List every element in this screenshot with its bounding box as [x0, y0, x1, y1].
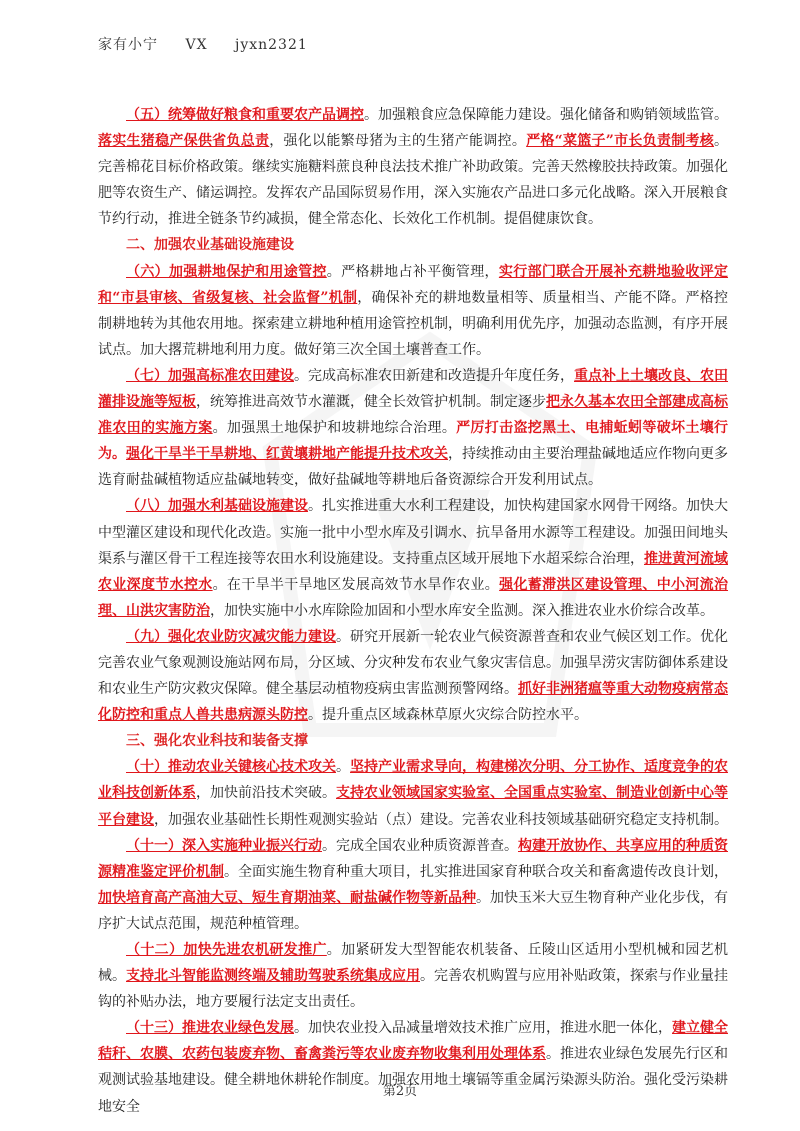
paragraph	[98, 493, 728, 623]
body-text: 三、强化农业科技和装备支撑	[126, 733, 308, 750]
emphasis-text: 严厉打击盗挖黑土、电捕蚯蚓等破坏土壤行为。	[98, 420, 729, 463]
emphasis-text: 坚持产业需求导向，构建梯次分明、分工协作、适度竞争的农业科技创新体系	[98, 759, 728, 802]
section-heading	[98, 728, 728, 754]
emphasis-text: （十）推动农业关键核心技术攻关	[126, 759, 336, 776]
body-text: 。严格耕地占补平衡管理，	[326, 263, 499, 280]
emphasis-text: 强化蓄滞洪区建设管理、中小河流治理、山洪灾害防治	[98, 576, 729, 619]
emphasis-text: （十二）加快先进农机研发推广	[126, 942, 327, 958]
section-heading	[98, 232, 728, 258]
body-text: ，统筹推进高效节水灌溉，健全长效管护机制。制定逐步	[196, 394, 546, 411]
emphasis-text: （五）统筹做好粮食和重要农产品调控	[126, 107, 364, 123]
body-text: ，加强农业基础性长期性观测实验站（点）建设。完善农业科技领域基础研究稳定支持机制。	[154, 811, 728, 828]
paragraph	[98, 937, 728, 1015]
body-text: ，强化以能繁母猪为主的生猪产能调控。	[269, 133, 527, 150]
emphasis-text: 支持农业领域国家实验室、全国重点实验室、制造业创新中心等平台建设	[98, 785, 728, 828]
body-text: 。在干旱半干旱地区发展高效节水旱作农业。	[212, 576, 500, 593]
paragraph	[98, 1015, 728, 1119]
emphasis-text: 落实生猪稳产保供省负总责	[98, 133, 270, 150]
body-text: 。推进农业绿色发展先行区和观测试验基地建设。健全耕地休耕轮作制度。加强农用地土壤镉等重金属污染源头防治。强化受污染耕地安全	[98, 1046, 728, 1115]
body-text: ，持续推动由主要治理盐碱地适应作物向更多选育耐盐碱植物适应盐碱地转变，做好盐碱地等耕地后备资源综合开发利用试点。	[98, 446, 728, 489]
body-text: 二、加强农业基础设施建设	[126, 237, 294, 254]
body-text: 。加强黑土地保护和坡耕地综合治理。	[212, 420, 457, 437]
emphasis-text: （十三）推进农业绿色发展	[126, 1020, 294, 1037]
body-text: 。完成高标准农田新建和改造提升年度任务，	[294, 367, 574, 384]
body-text: 。加快玉米大豆生物育种产业化步伐，有序扩大试点范围，规范种植管理。	[98, 889, 728, 932]
emphasis-text: 加快培育高产高油大豆、短生育期油菜、耐盐碱作物等新品种	[98, 889, 476, 906]
body-text: ，确保补充的耕地数量相等、质量相当、产能不降。严格控制耕地转为其他农用地。探索建立耕地种植用途管控机制，明确利用优先序，加强动态监测，有序开展试点。加大撂荒耕地利用力度。做好第三次全国土壤普查工作。	[98, 289, 729, 358]
body-text: 。完成全国农业种质资源普查。	[322, 837, 518, 854]
header-id: jyxn2321	[234, 37, 308, 53]
emphasis-text: 构建开放协作、共享应用的种质资源精准鉴定评价机制	[98, 837, 728, 880]
body-text: ，加快前沿技术突破。	[196, 785, 336, 802]
paragraph	[98, 259, 728, 363]
emphasis-text: 推进黄河流域农业深度节水控水	[98, 550, 728, 593]
document-body	[98, 102, 728, 1120]
body-text: 。	[336, 759, 350, 776]
body-text: 。加紧研发大型智能农机装备、丘陵山区适用小型机械和园艺机械。	[98, 942, 728, 985]
body-text: 。扎实推进重大水利工程建设，加快构建国家水网骨干网络。加快大中型灌区建设和现代化改造。实施一批中小型水库及引调水、抗旱备用水源等工程建设。加强田间地头渠系与灌区骨干工程连接等农田水利设施建设。支持重点区域开展地下水超采综合治理，	[98, 498, 728, 567]
paragraph	[98, 754, 728, 832]
body-text: 。全面实施生物育种重大项目，扎实推进国家育种联合攻关和畜禽遗传改良计划，	[224, 863, 728, 880]
emphasis-text: 强化干旱半干旱耕地、红黄壤耕地产能提升技术攻关	[126, 446, 448, 463]
emphasis-text: 建立健全秸秆、农膜、农药包装废弃物、畜禽粪污等农业废弃物收集利用处理体系	[98, 1020, 728, 1063]
emphasis-text: 严格“菜篮子”市长负责制考核	[526, 133, 715, 150]
body-text: ，加快实施中小水库除险加固和小型水库安全监测。深入推进农业水价综合改革。	[210, 602, 714, 619]
body-text: 。研究开展新一轮农业气候资源普查和农业气候区划工作。优化完善农业气象观测设施站网布局，分区域、分灾种发布农业气象灾害信息。加强旱涝灾害防御体系建设和农业生产防灾救灾保障。健全基层动植物疫病虫害监测预警网络。	[98, 628, 728, 698]
emphasis-text: 重点补上土壤改良、农田灌排设施等短板	[98, 367, 728, 411]
body-text: 。完善农机购置与应用补贴政策，探索与作业量挂钩的补贴办法，地方要履行法定支出责任。	[98, 968, 728, 1011]
emphasis-text: （八）加强水利基础设施建设	[126, 498, 308, 515]
page-header	[98, 34, 330, 54]
paragraph	[98, 624, 728, 728]
emphasis-text: （九）强化农业防灾减灾能力建设	[126, 628, 336, 645]
header-name: 家有小宁	[98, 37, 158, 53]
emphasis-text: 抓好非洲猪瘟等重大动物疫病常态化防控和重点人兽共患病源头防控	[98, 681, 728, 724]
body-text: 。提升重点区域森林草原火灾综合防控水平。	[308, 707, 588, 724]
emphasis-text: 实行部门联合开展补充耕地验收评定和“市县审核、省级复核、社会监督”机制	[98, 263, 729, 306]
body-text: 。完善棉花目标价格政策。继续实施糖料蔗良种良法技术推广补助政策。完善天然橡胶扶持政策。加强化肥等农资生产、储运调控。发挥农产品国际贸易作用，深入实施农产品进口多元化战略。深入开展粮食节约行动，推进全链条节约减损，健全常态化、长效化工作机制。提倡健康饮食。	[98, 133, 729, 228]
paragraph	[98, 363, 728, 493]
page-number: 第2页	[382, 1084, 418, 1099]
emphasis-text: （十一）深入实施种业振兴行动	[126, 837, 322, 854]
body-text: 。加快农业投入品减量增效技术推广应用，推进水肥一体化，	[294, 1020, 672, 1037]
emphasis-text: 把永久基本农田全部建成高标准农田的实施方案	[98, 394, 728, 437]
emphasis-text: （六）加强耕地保护和用途管控	[126, 263, 327, 280]
emphasis-text: 支持北斗智能监测终端及辅助驾驶系统集成应用	[126, 968, 420, 985]
body-text: 。加强粮食应急保障能力建设。强化储备和购销领域监管。	[364, 107, 728, 123]
paragraph	[98, 833, 728, 937]
emphasis-text: （七）加强高标准农田建设	[126, 367, 294, 384]
header-label: VX	[185, 37, 208, 53]
paragraph	[98, 102, 728, 232]
